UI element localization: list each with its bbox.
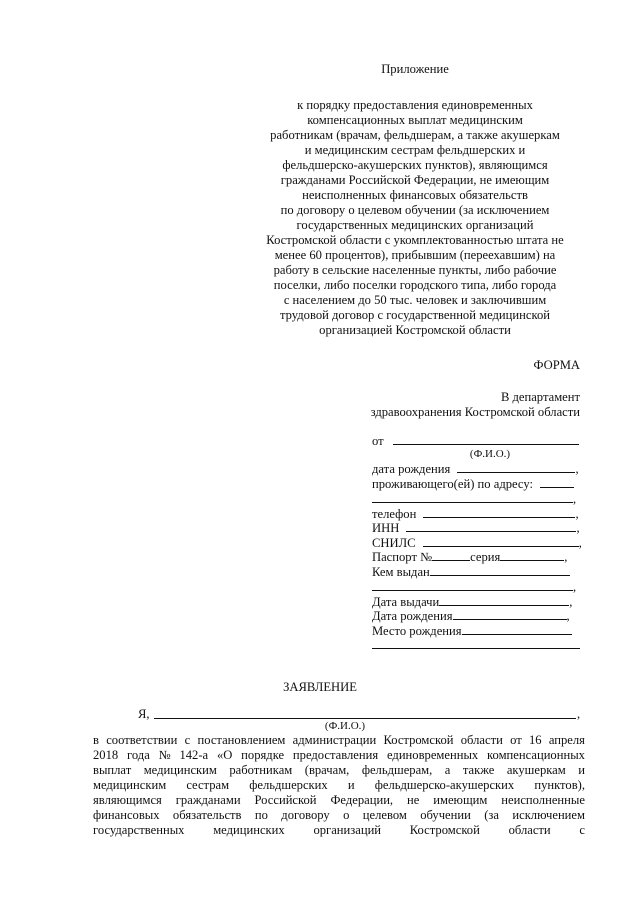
annex-line: гражданами Российской Федерации, не имеющим bbox=[280, 173, 550, 187]
birth-date2-line[interactable] bbox=[453, 608, 567, 620]
annex-line: неисполненных финансовых обязательств bbox=[302, 188, 528, 202]
issued-by-field bbox=[372, 564, 570, 580]
phone-line[interactable] bbox=[423, 506, 575, 518]
phone-comma: , bbox=[575, 507, 579, 521]
residing-label: проживающего(ей) по адресу: bbox=[372, 477, 533, 491]
birth-date-field bbox=[372, 461, 579, 477]
statement-body-line: финансовых обязательств по договору о целевом обучении (за исключением bbox=[93, 808, 585, 822]
issue-date-comma: , bbox=[569, 595, 573, 609]
annex-text bbox=[250, 98, 580, 338]
annex-line: трудовой договор с государственной медицинской bbox=[279, 308, 550, 322]
inn-label: ИНН bbox=[372, 521, 400, 535]
annex-line: к порядку предоставления единовременных bbox=[297, 98, 533, 112]
birth-date-comma: , bbox=[575, 462, 579, 476]
statement-body-line: государственных медицинских организаций Костромской области с bbox=[93, 823, 585, 837]
birth-date2-comma: , bbox=[566, 609, 570, 623]
form-label: ФОРМА bbox=[533, 358, 580, 372]
residing-line[interactable] bbox=[540, 476, 574, 488]
statement-body-line: медицинским сестрам фельдшерских и фельдшерско-акушерских пунктов), bbox=[93, 778, 585, 792]
annex-line: организацией Костромской области bbox=[319, 323, 511, 337]
statement-body-line: 2018 года № 142-а «О порядке предоставления единовременных компенсационных bbox=[93, 748, 585, 762]
residing-field bbox=[372, 476, 574, 492]
addressee-line-1: В департамент bbox=[500, 390, 580, 404]
annex-line: государственных медицинских организаций bbox=[296, 218, 534, 232]
addressee-line-2: здравоохранения Костромской области bbox=[370, 405, 580, 419]
annex-line: с населением до 50 тыс. человек и заключившим bbox=[283, 293, 547, 307]
issued-by-field-2 bbox=[372, 579, 576, 595]
address-field-2 bbox=[372, 491, 576, 507]
annex-line: компенсационных выплат медицинским bbox=[307, 113, 523, 127]
address-comma: , bbox=[573, 492, 577, 506]
birth-date2-field bbox=[372, 608, 570, 624]
passport-label: Паспорт № bbox=[372, 550, 433, 564]
statement-comma: , bbox=[577, 707, 581, 721]
address-line-2[interactable] bbox=[372, 491, 573, 503]
birth-place-field bbox=[372, 623, 572, 639]
annex-line: фельдшерско-акушерских пунктов), являющимся bbox=[282, 158, 548, 172]
statement-body-line: выплат медицинским работникам (врачам, фельдшерам, а также акушеркам и bbox=[93, 763, 585, 777]
statement-body-line: в соответствии с постановлением администрации Костромской области от 16 апреля bbox=[93, 733, 585, 747]
annex-title: Приложение bbox=[381, 62, 449, 76]
from-fio-hint: (Ф.И.О.) bbox=[469, 448, 511, 460]
snils-line[interactable] bbox=[423, 535, 579, 547]
annex-line: менее 60 процентов), прибывшим (переехавшим) на bbox=[274, 248, 556, 262]
issued-by-label: Кем выдан bbox=[372, 565, 430, 579]
statement-fio-hint: (Ф.И.О.) bbox=[324, 720, 366, 732]
annex-line: поселки, либо поселки городского типа, либо города bbox=[273, 278, 557, 292]
birth-date-label: дата рождения bbox=[372, 462, 451, 476]
statement-title: ЗАЯВЛЕНИЕ bbox=[283, 680, 357, 694]
issue-date-line[interactable] bbox=[439, 594, 569, 606]
from-fio-line[interactable] bbox=[393, 433, 579, 445]
birth-place-label: Место рождения bbox=[372, 624, 462, 638]
from-label: от bbox=[372, 434, 384, 448]
annex-line: и медицинским сестрам фельдшерских и bbox=[304, 143, 526, 157]
inn-line[interactable] bbox=[406, 520, 576, 532]
birth-place-line-2[interactable] bbox=[372, 648, 580, 649]
passport-field bbox=[372, 549, 567, 565]
birth-date2-label: Дата рождения bbox=[372, 609, 453, 623]
snils-label: СНИЛС bbox=[372, 536, 416, 550]
passport-number-line[interactable] bbox=[432, 549, 470, 561]
inn-field bbox=[372, 520, 580, 536]
issued-by-line-2[interactable] bbox=[372, 579, 573, 591]
annex-line: по договору о целевом обучении (за исключением bbox=[280, 203, 550, 217]
series-label: серия bbox=[470, 550, 501, 564]
annex-line: работу в сельские населенные пункты, либо рабочие bbox=[273, 263, 557, 277]
inn-comma: , bbox=[576, 521, 580, 535]
statement-body bbox=[93, 733, 585, 838]
phone-label: телефон bbox=[372, 507, 417, 521]
issued-by-comma: , bbox=[573, 580, 577, 594]
statement-body-line: являющимся гражданами Российской Федерации, не имеющим неисполненные bbox=[93, 793, 585, 807]
passport-comma: , bbox=[564, 550, 568, 564]
issue-date-label: Дата выдачи bbox=[372, 595, 440, 609]
snils-comma: , bbox=[578, 536, 582, 550]
issued-by-line[interactable] bbox=[430, 564, 570, 576]
passport-series-line[interactable] bbox=[500, 549, 564, 561]
annex-line: Костромской области с укомплектованностью штата не bbox=[266, 233, 564, 247]
annex-line: работникам (врачам, фельдшерам, а также акушеркам bbox=[270, 128, 560, 142]
birth-date-line[interactable] bbox=[457, 461, 575, 473]
birth-place-line[interactable] bbox=[462, 623, 572, 635]
statement-i: Я, bbox=[138, 707, 150, 721]
